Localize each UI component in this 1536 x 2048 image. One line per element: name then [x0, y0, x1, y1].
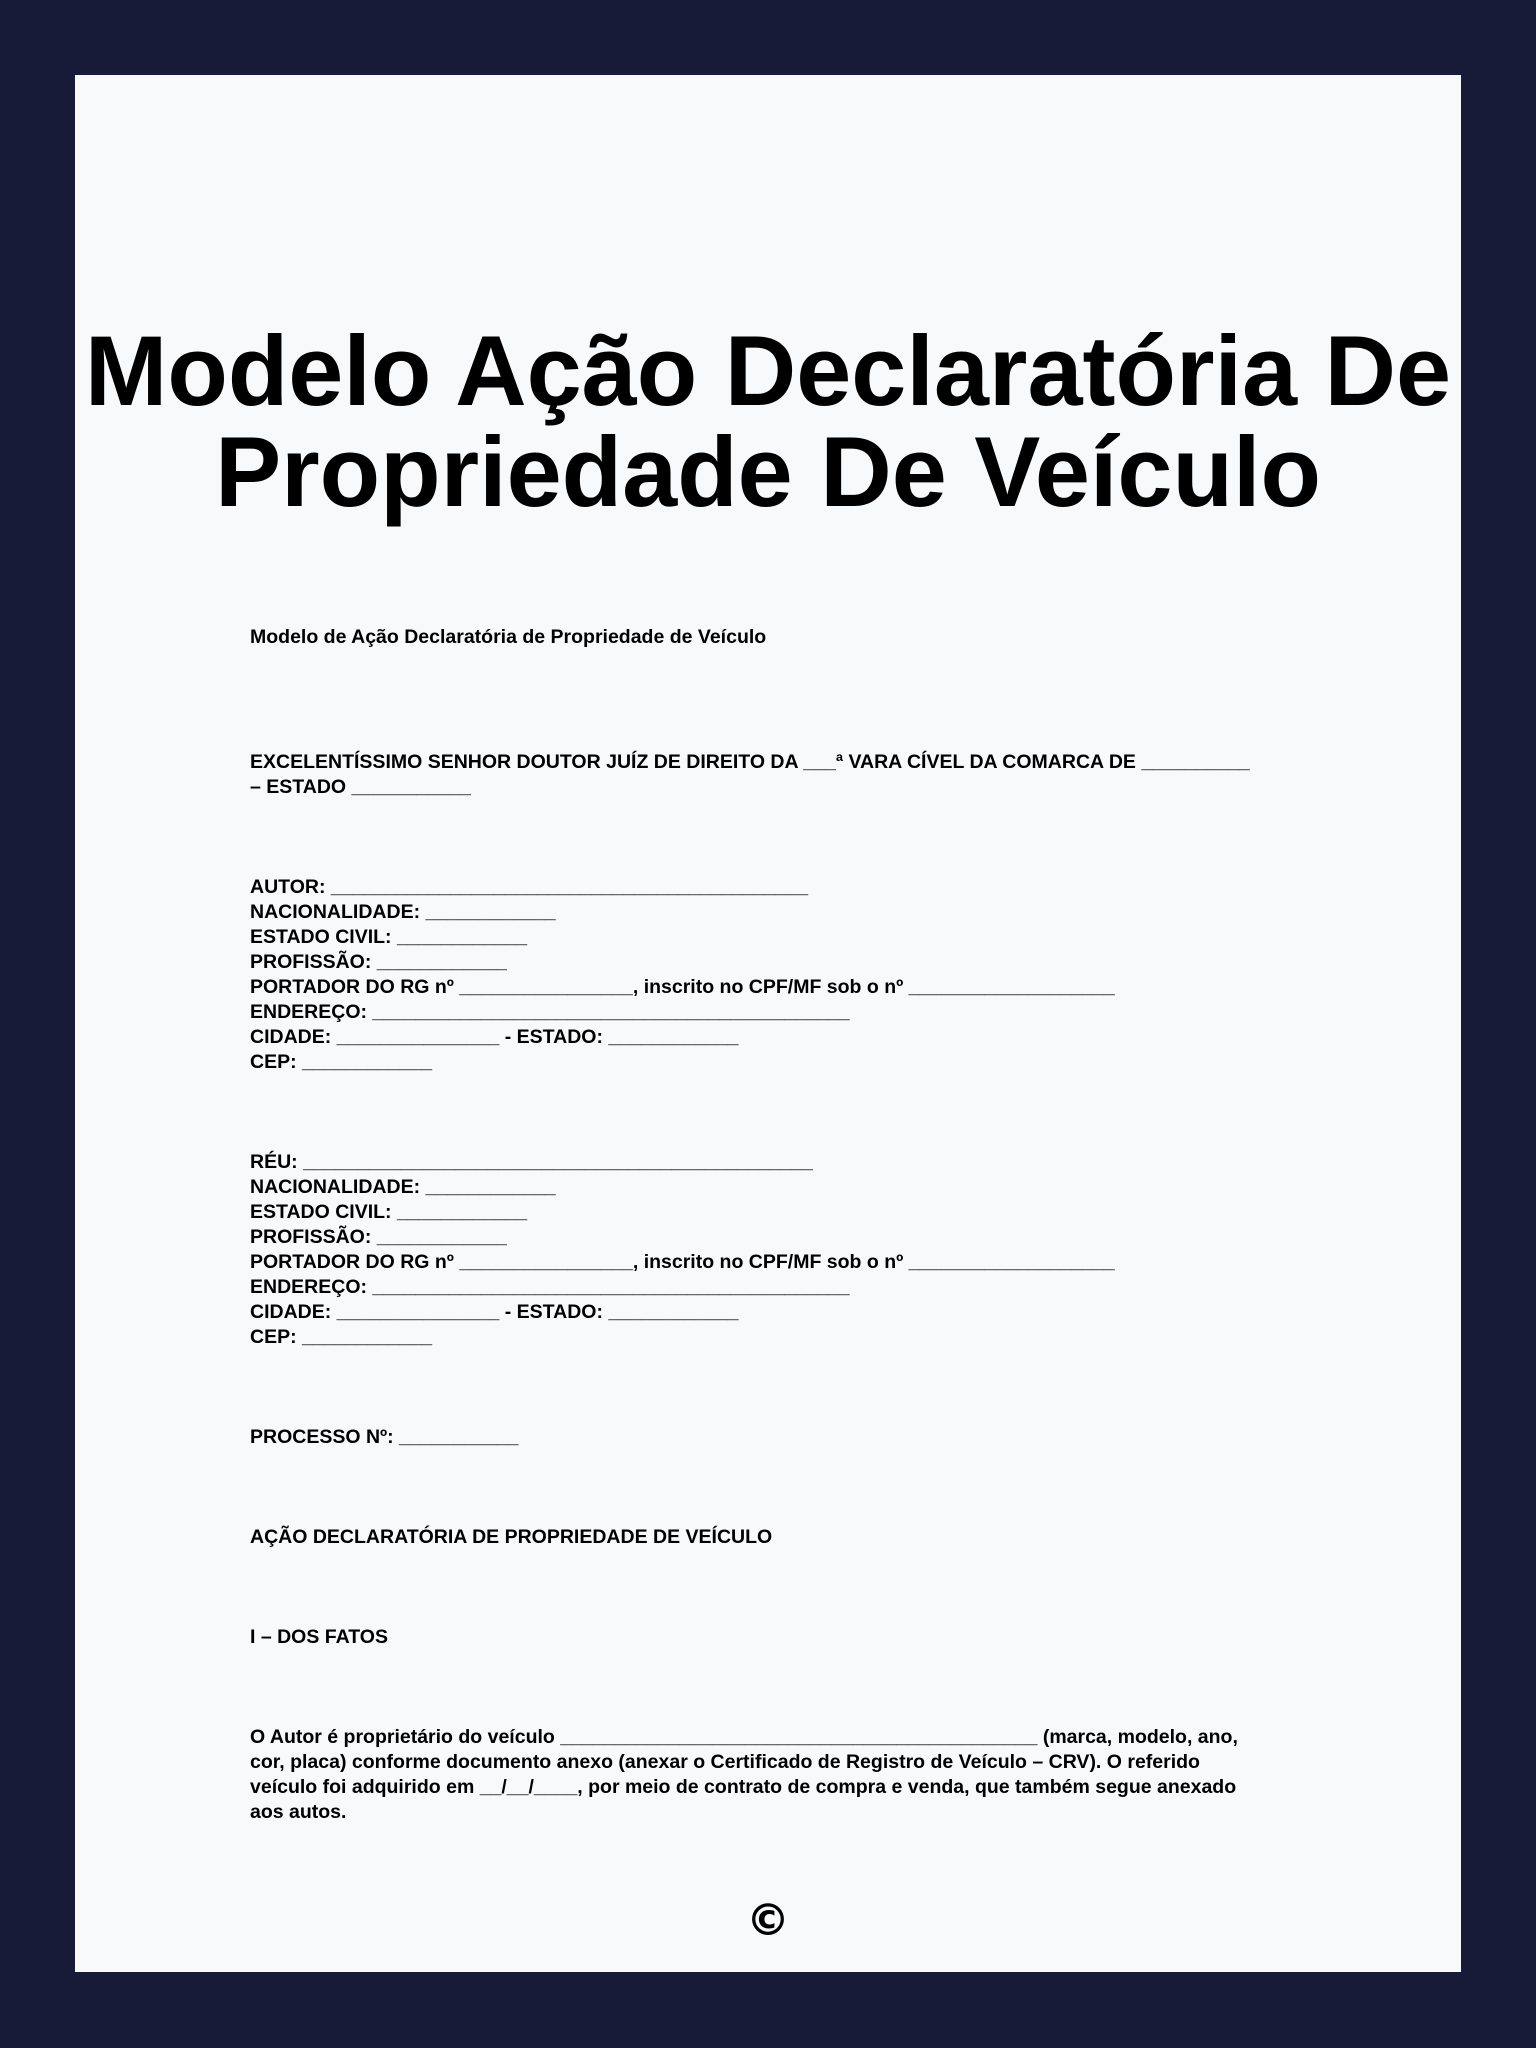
- defendant-name-field: RÉU: _______________________________________________: [250, 1151, 813, 1173]
- addressee-line-2: – ESTADO ___________: [250, 776, 471, 798]
- author-city-state-field: CIDADE: _______________ - ESTADO: ____________: [250, 1026, 739, 1048]
- document-page: [75, 75, 1461, 1972]
- author-name-field: AUTOR: ____________________________________________: [250, 876, 809, 898]
- document-body: [250, 625, 1355, 1825]
- document-subtitle: Modelo de Ação Declaratória de Propriedade de Veículo: [250, 626, 767, 648]
- process-number-field: PROCESSO Nº: ___________: [250, 1426, 519, 1448]
- copyright-icon: ©: [746, 1895, 790, 1946]
- defendant-nationality-field: NACIONALIDADE: ____________: [250, 1176, 556, 1198]
- page-title-line-1: Modelo Ação Declaratória De: [84, 315, 1452, 426]
- section-heading-facts: I – DOS FATOS: [250, 1626, 388, 1648]
- facts-line-4: aos autos.: [250, 1801, 347, 1823]
- author-address-field: ENDEREÇO: ____________________________________________: [250, 1001, 850, 1023]
- author-documents-field: PORTADOR DO RG nº ________________, inscrito no CPF/MF sob o nº ___________________: [250, 976, 1115, 998]
- author-zip-field: CEP: ____________: [250, 1051, 433, 1073]
- defendant-civil-status-field: ESTADO CIVIL: ____________: [250, 1201, 528, 1223]
- author-civil-status-field: ESTADO CIVIL: ____________: [250, 926, 528, 948]
- facts-line-2: cor, placa) conforme documento anexo (anexar o Certificado de Registro de Veículo – CRV). O referido: [250, 1751, 1200, 1773]
- defendant-profession-field: PROFISSÃO: ____________: [250, 1226, 507, 1248]
- action-title: AÇÃO DECLARATÓRIA DE PROPRIEDADE DE VEÍCULO: [250, 1526, 773, 1548]
- page-title: [75, 315, 1461, 527]
- defendant-block: [250, 1150, 1355, 1350]
- facts-line-3: veículo foi adquirido em __/__/____, por meio de contrato de compra e venda, que também segue anexado: [250, 1776, 1237, 1798]
- facts-line-1: O Autor é proprietário do veículo ____________________________________________ (marca, modelo, ano,: [250, 1726, 1238, 1748]
- author-nationality-field: NACIONALIDADE: ____________: [250, 901, 556, 923]
- defendant-zip-field: CEP: ____________: [250, 1326, 433, 1348]
- author-block: [250, 875, 1355, 1075]
- defendant-city-state-field: CIDADE: _______________ - ESTADO: ____________: [250, 1301, 739, 1323]
- defendant-documents-field: PORTADOR DO RG nº ________________, inscrito no CPF/MF sob o nº ___________________: [250, 1251, 1115, 1273]
- author-profession-field: PROFISSÃO: ____________: [250, 951, 507, 973]
- addressee-line-1: EXCELENTÍSSIMO SENHOR DOUTOR JUÍZ DE DIREITO DA ___ª VARA CÍVEL DA COMARCA DE __________: [250, 751, 1250, 773]
- defendant-address-field: ENDEREÇO: ____________________________________________: [250, 1276, 850, 1298]
- facts-paragraph: [250, 1725, 1355, 1825]
- page-title-line-2: Propriedade De Veículo: [215, 416, 1321, 527]
